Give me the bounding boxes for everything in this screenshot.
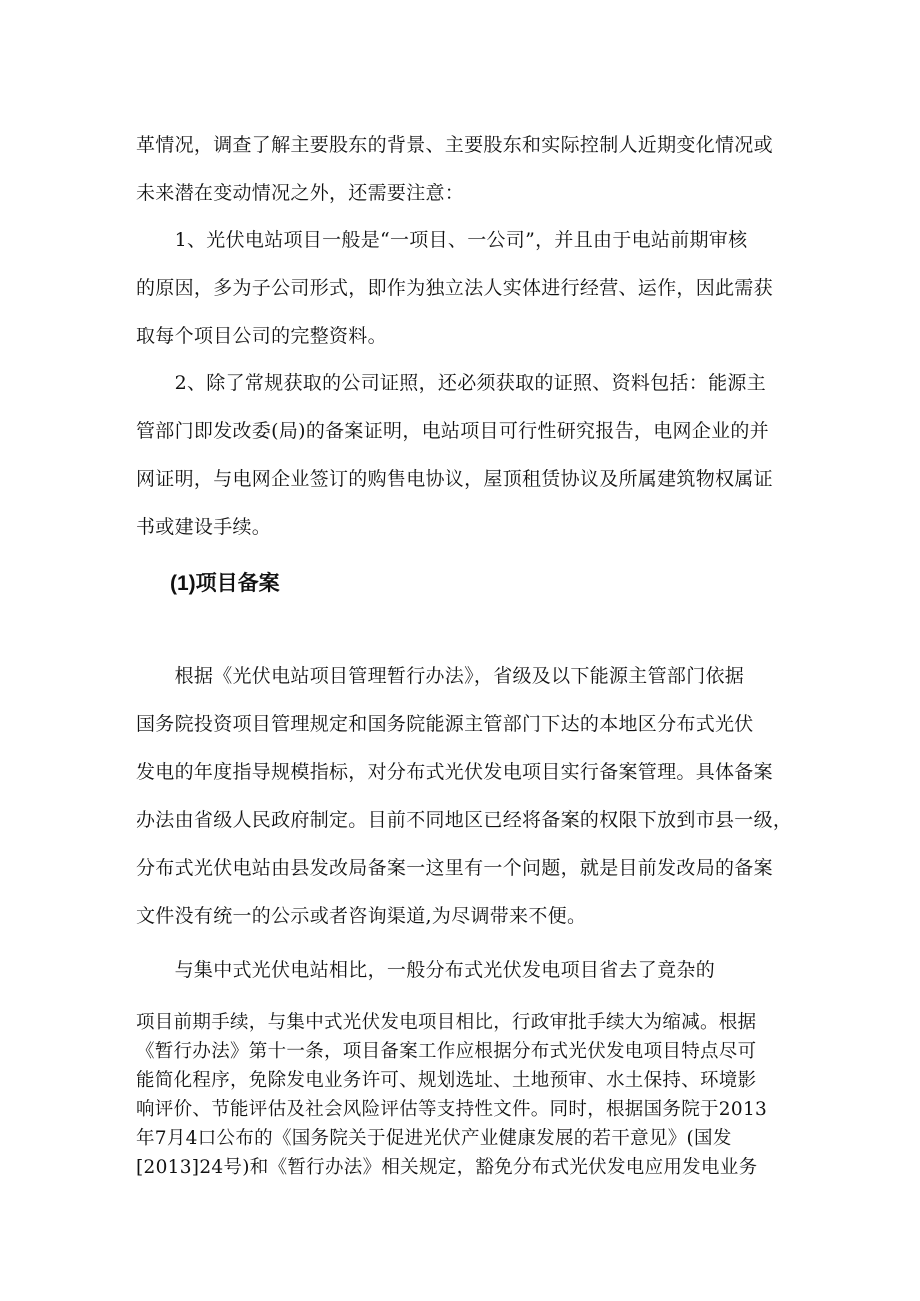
text-line: 响评价、节能评估及社会风险评估等支持性文件。同时，根据国务院于2013 [136, 1099, 768, 1120]
text-line: 1、光伏电站项目一般是“一项目、一公司”，并且由于电站前期审核 [136, 229, 748, 251]
text-line: 能简化程序，免除发电业务许可、规划选址、土地预审、水土保持、环境影 [136, 1070, 757, 1091]
paragraph-simplified-approval [136, 1008, 796, 1182]
text-line: 网证明，与电网企业签订的购售电协议，屋顶租赁协议及所属建筑物权属证 [136, 468, 773, 490]
paragraph-comparison [136, 946, 796, 994]
paragraph-item-2 [136, 359, 796, 551]
text-line: 办法由省级人民政府制定。目前不同地区已经将备案的权限下放到市县一级， [136, 809, 793, 831]
text-line: 发电的年度指导规模指标，对分布式光伏发电项目实行备案管理。具体备案 [136, 761, 773, 783]
text-line: [2013]24号)和《暂行办法》相关规定，豁免分布式光伏发电应用发电业务 [136, 1157, 758, 1178]
text-line: 与集中式光伏电站相比，一般分布式光伏发电项目省去了竟杂的 [136, 959, 716, 981]
text-line: 书或建设手续。 [136, 516, 272, 538]
paragraph-filing-rules [136, 652, 796, 940]
text-line: 国务院投资项目管理规定和国务院能源主管部门下达的本地区分布式光伏 [136, 713, 754, 735]
text-line: 项目前期手续，与集中式光伏发电项目相比，行政审批手续大为缩减。根据 [136, 1012, 757, 1033]
paragraph-shareholder-intro [136, 121, 796, 217]
text-line: 的原因，多为子公司形式，即作为独立法人实体进行经营、运作，因此需获 [136, 277, 773, 299]
text-line: 分布式光伏电站由县发改局备案一这里有一个问题，就是目前发改局的备案 [136, 857, 773, 879]
section-heading: (1)项目备案 [170, 572, 280, 595]
text-line: 管部门即发改委(局)的备案证明，电站项目可行性研究报告，电网企业的并 [136, 420, 770, 442]
text-line: 文件没有统一的公示或者咨询渠道,为尽调带来不便。 [136, 905, 587, 927]
text-line: 年7月4口公布的《国务院关于促进光伏产业健康发展的若干意见》(国发 [136, 1128, 732, 1149]
paragraph-item-1 [136, 216, 796, 360]
text-line: 《暂行办法》第十一条，项目备案工作应根据分布式光伏发电项目特点尽可 [136, 1041, 757, 1062]
text-line: 2、除了常规获取的公司证照，还必须获取的证照、资料包括：能源主 [136, 372, 766, 394]
text-line: 未来潜在变动情况之外，还需要注意： [136, 182, 465, 204]
text-line: 根据《光伏电站项目管理暂行办法》，省级及以下能源主管部门依据 [136, 665, 745, 687]
text-line: 取每个项目公司的完整资料。 [136, 325, 387, 347]
text-line: 革情况，调查了解主要股东的背景、主要股东和实际控制人近期变化情况或 [136, 134, 773, 156]
